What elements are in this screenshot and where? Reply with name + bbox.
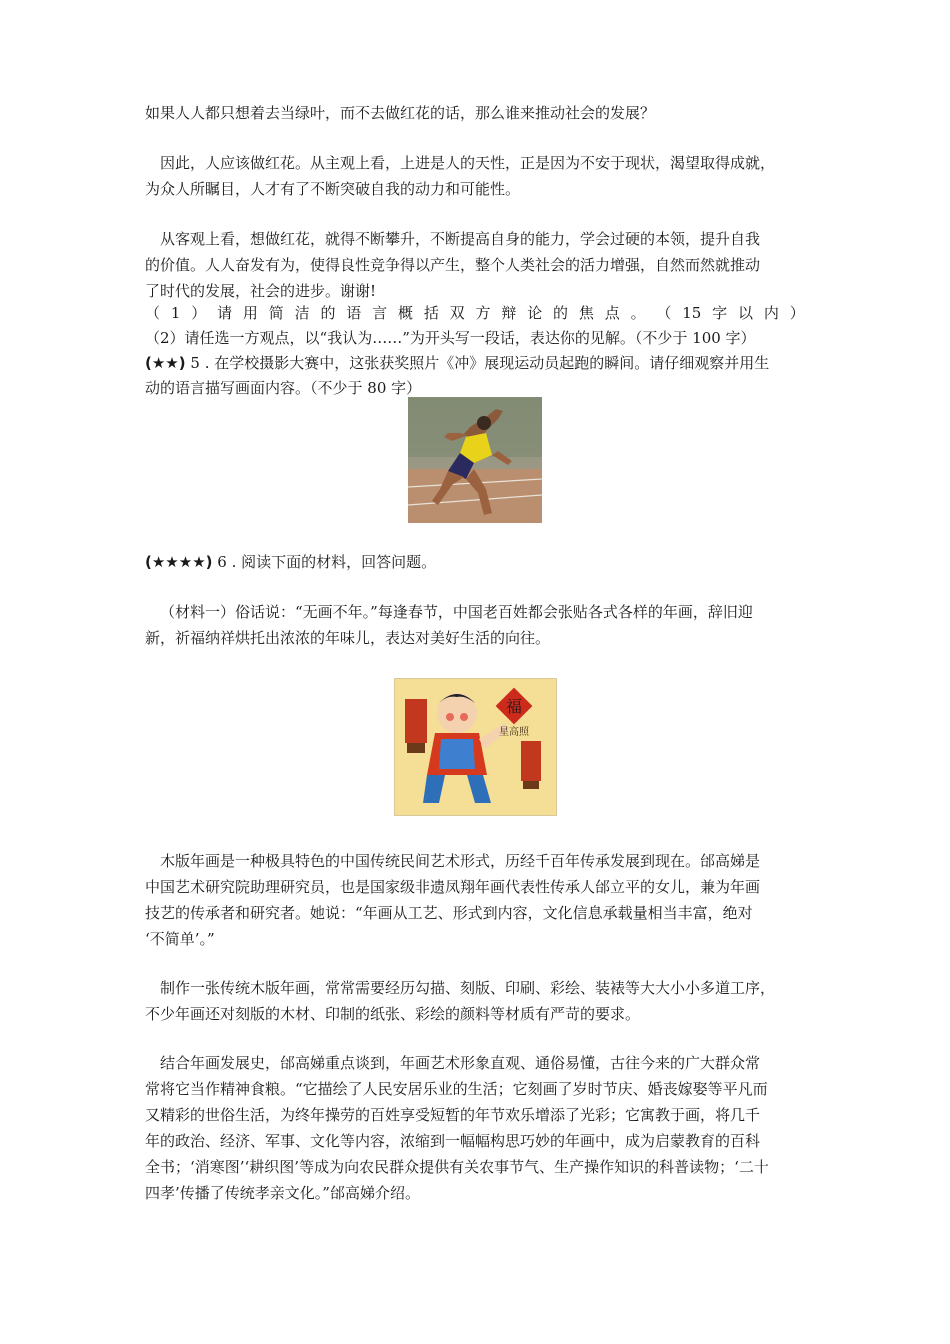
paragraph-line: 结合年画发展史，邰高娣重点谈到，年画艺术形象直观、通俗易懂，古往今来的广大群众常 bbox=[160, 1054, 761, 1072]
question-1-char: 1 bbox=[170, 304, 181, 322]
difficulty-stars: (★★★★) bbox=[145, 553, 213, 571]
paragraph-line: 技艺的传承者和研究者。她说：“年画从工艺、形式到内容，文化信息承载量相当丰富，绝对 bbox=[145, 904, 753, 922]
question-5-text: 5 . 在学校摄影大赛中，这张获奖照片《冲》展现运动员起跑的瞬间。请仔细观察并用生 bbox=[185, 354, 770, 372]
paragraph-line: 制作一张传统木版年画，常常需要经历勾描、刻版、印刷、彩绘、装裱等大大小小多道工序， bbox=[160, 979, 776, 997]
paragraph-line: 又精彩的世俗生活，为终年操劳的百姓享受短暂的年节欢乐增添了光彩；它寓教于画，将几千 bbox=[145, 1106, 761, 1124]
paragraph-line: ‘不简单’。” bbox=[145, 930, 215, 948]
paragraph-line: 不少年画还对刻版的木材、印制的纸张、彩绘的颜料等材质有严苛的要求。 bbox=[145, 1005, 641, 1023]
paragraph-line: 年的政治、经济、军事、文化等内容，浓缩到一幅幅构思巧妙的年画中，成为启蒙教育的百科 bbox=[145, 1132, 761, 1150]
paragraph-line: 常将它当作精神食粮。“它描绘了人民安居乐业的生活；它刻画了岁时节庆、婚丧嫁娶等平凡而 bbox=[145, 1080, 768, 1098]
paragraph-line: 了时代的发展，社会的进步。谢谢! bbox=[145, 282, 377, 300]
question-1-char: 言 bbox=[372, 304, 388, 322]
paragraph-line: 因此，人应该做红花。从主观上看，上进是人的天性，正是因为不安于现状，渴望取得成就， bbox=[160, 154, 776, 172]
question-1-char: 洁 bbox=[294, 304, 310, 322]
paragraph-line: 的价值。人人奋发有为，使得良性竞争得以产生，整个人类社会的活力增强，自然而然就推动 bbox=[145, 256, 761, 274]
fu-character: 福 bbox=[505, 697, 523, 716]
question-1-char: ） bbox=[191, 304, 207, 322]
question-1-char: （ bbox=[656, 304, 672, 322]
question-1-char: 用 bbox=[242, 304, 258, 322]
question-1-char: 内 bbox=[763, 304, 779, 322]
paragraph-line: 如果人人都只想着去当绿叶，而不去做红花的话，那么谁来推动社会的发展？ bbox=[145, 104, 656, 122]
paragraph-line: 四孝’传播了传统孝亲文化。”邰高娣介绍。 bbox=[145, 1184, 420, 1202]
question-1-char: （ bbox=[145, 304, 161, 322]
question-1-char: 的 bbox=[553, 304, 569, 322]
question-1-char: 辩 bbox=[501, 304, 517, 322]
paragraph-line: 全书；‘消寒图’‘耕织图’等成为向农民群众提供有关农事节气、生产操作知识的科普读物；‘二十 bbox=[145, 1158, 769, 1176]
question-5-line bbox=[145, 350, 805, 376]
paragraph-line: 新，祈福纳祥烘托出浓浓的年味儿，表达对美好生活的向往。 bbox=[145, 629, 551, 647]
question-1-char: 方 bbox=[475, 304, 491, 322]
paragraph-line: 中国艺术研究院助理研究员，也是国家级非遗凤翔年画代表性传承人邰立平的女儿，兼为年画 bbox=[145, 878, 761, 896]
new-year-painting-image bbox=[394, 678, 557, 816]
paragraph-line: （材料一）俗话说：“无画不年。”每逢春节，中国老百姓都会张贴各式各样的年画，辞旧迎 bbox=[160, 603, 753, 621]
sprinter-photo bbox=[408, 397, 542, 523]
paragraph-line: 木版年画是一种极具特色的中国传统民间艺术形式，历经千百年传承发展到现在。邰高娣是 bbox=[160, 852, 761, 870]
question-1-char: 以 bbox=[738, 304, 754, 322]
question-5-line: 动的语言描写画面内容。（不少于 80 字） bbox=[145, 379, 422, 397]
question-1-char: 焦 bbox=[578, 304, 594, 322]
question-1-char: 概 bbox=[397, 304, 413, 322]
question-1-char: 。 bbox=[630, 304, 646, 322]
question-6-text: 6 . 阅读下面的材料，回答问题。 bbox=[212, 553, 437, 571]
paragraph-line: 为众人所瞩目，人才有了不断突破自我的动力和可能性。 bbox=[145, 180, 521, 198]
painting-caption: 星高照 bbox=[499, 727, 529, 738]
question-1-prompt bbox=[145, 300, 805, 326]
question-1-char: 语 bbox=[346, 304, 362, 322]
question-1-char: 请 bbox=[217, 304, 233, 322]
question-1-char: 双 bbox=[449, 304, 465, 322]
question-1-char: 的 bbox=[320, 304, 336, 322]
difficulty-stars: (★★) bbox=[145, 354, 186, 372]
question-1-char: 点 bbox=[604, 304, 620, 322]
question-1-char: 字 bbox=[712, 304, 728, 322]
question-2-prompt: （2）请任选一方观点，以“我认为……”为开头写一段话，表达你的见解。（不少于 100 字） bbox=[145, 329, 756, 347]
paragraph-line: 从客观上看，想做红花，就得不断攀升，不断提高自身的能力，学会过硬的本领，提升自我 bbox=[160, 230, 761, 248]
question-1-char: 论 bbox=[527, 304, 543, 322]
question-1-char: ） bbox=[789, 304, 805, 322]
question-1-char: 15 bbox=[682, 304, 702, 322]
question-1-char: 简 bbox=[268, 304, 284, 322]
question-1-char: 括 bbox=[423, 304, 439, 322]
question-6-line bbox=[145, 549, 805, 575]
